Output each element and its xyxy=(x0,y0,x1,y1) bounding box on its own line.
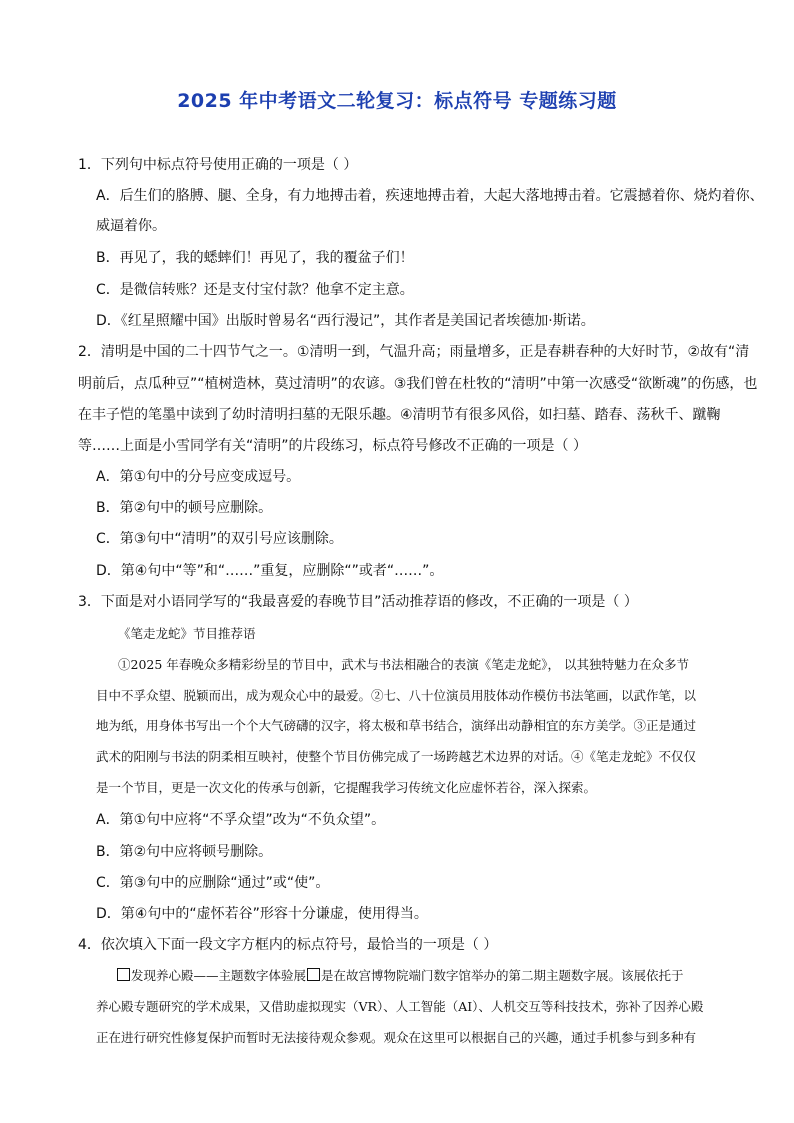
q3-passage-line5: 是一个节目，更是一次文化的传承与创新，它提醒我学习传统文化应虚怀若谷，深入探索。 xyxy=(96,780,597,795)
q2-stem-line3: 在丰子恺的笔墨中读到了幼时清明扫墓的无限乐趣。④清明节有很多风俗，如扫墓、踏春、荡秋千、蹴鞠 xyxy=(78,407,721,423)
q2-option-a: A．第①句中的分号应变成逗号。 xyxy=(96,469,301,485)
q4-stem: 4．依次填入下面一段文字方框内的标点符号，最恰当的一项是（ ） xyxy=(78,937,498,953)
blank-box xyxy=(117,968,130,981)
q1-option-c: C．是微信转账？还是支付宝付款？他拿不定主意。 xyxy=(96,282,414,298)
q2-option-c: C．第③句中“清明”的双引号应该删除。 xyxy=(96,531,343,547)
q3-passage-line1: ①2025 年春晚众多精彩纷呈的节目中，武术与书法相融合的表演《笔走龙蛇》， 以其独特魅力在众多节 xyxy=(118,657,690,672)
q4-passage-line2: 养心殿专题研究的学术成果，又借助虚拟现实（VR）、人工智能（AI）、人机交互等科技技术，弥补了因养心殿 xyxy=(96,999,704,1014)
q2-option-d: D．第④句中“等”和“……”重复，应删除“”或者“……”。 xyxy=(96,563,444,579)
q4-passage-line1-part2: 是在故宫博物院端门数字馆举办的第二期主题数字展。该展依托于 xyxy=(321,968,684,983)
q3-stem: 3．下面是对小语同学写的“我最喜爱的春晚节目”活动推荐语的修改，不正确的一项是（ ） xyxy=(78,594,638,610)
q1-stem: 1．下列句中标点符号使用正确的一项是（ ） xyxy=(78,157,358,173)
q3-option-b: B．第②句中应将顿号删除。 xyxy=(96,844,273,860)
q3-option-a: A．第①句中应将“不孚众望”改为“不负众望”。 xyxy=(96,812,386,828)
q2-stem-line1: 2．清明是中国的二十四节气之一。①清明一到，气温升高；雨量增多，正是春耕春种的大好时节，②故有“清 xyxy=(78,344,750,360)
q1-option-a-line1: A．后生们的胳膊、腿、全身，有力地搏击着，疾速地搏击着，大起大落地搏击着。它震撼着你、烧灼着你、 xyxy=(96,188,764,204)
q3-passage-title: 《笔走龙蛇》节目推荐语 xyxy=(118,626,256,641)
q1-option-b: B．再见了，我的蟋蟀们！再见了，我的覆盆子们！ xyxy=(96,250,414,266)
q1-option-a-line2: 威逼着你。 xyxy=(96,218,166,234)
q2-stem-line2: 明前后，点瓜种豆”“植树造林，莫过清明”的农谚。③我们曾在杜牧的“清明”中第一次感受“欲断魂”的伤感，也 xyxy=(78,376,758,392)
q4-passage-line1-part1: 发现养心殿——主题数字体验展 xyxy=(131,968,307,983)
q3-passage-line4: 武术的阳刚与书法的阴柔相互映衬，使整个节目仿佛完成了一场跨越艺术边界的对话。④《笔走龙蛇》不仅仅 xyxy=(96,749,697,764)
q4-passage-line1 xyxy=(116,966,684,986)
q1-option-d: D．《红星照耀中国》出版时曾易名“西行漫记”，其作者是美国记者埃德加·斯诺。 xyxy=(96,313,595,329)
q4-passage-line3: 正在进行研究性修复保护而暂时无法接待观众参观。观众在这里可以根据自己的兴趣，通过手机参与到多种有 xyxy=(96,1030,697,1045)
q3-passage-line2: 目中不孚众望、脱颖而出，成为观众心中的最爱。②七、八十位演员用肢体动作模仿书法笔画，以武作笔，以 xyxy=(96,688,697,703)
q3-passage-line3: 地为纸，用身体书写出一个个大气磅礴的汉字，将太极和草书结合，演绎出动静相宜的东方美学。③正是通过 xyxy=(96,718,697,733)
page-title: 2025 年中考语文二轮复习：标点符号 专题练习题 xyxy=(177,90,617,112)
q2-option-b: B．第②句中的顿号应删除。 xyxy=(96,500,273,516)
q3-option-c: C．第③句中的应删除“通过”或“使”。 xyxy=(96,875,330,891)
blank-box xyxy=(307,968,320,981)
q3-option-d: D．第④句中的“虚怀若谷”形容十分谦虚，使用得当。 xyxy=(96,906,428,922)
q2-stem-line4: 等……上面是小雪同学有关“清明”的片段练习，标点符号修改不正确的一项是（ ） xyxy=(78,438,587,454)
